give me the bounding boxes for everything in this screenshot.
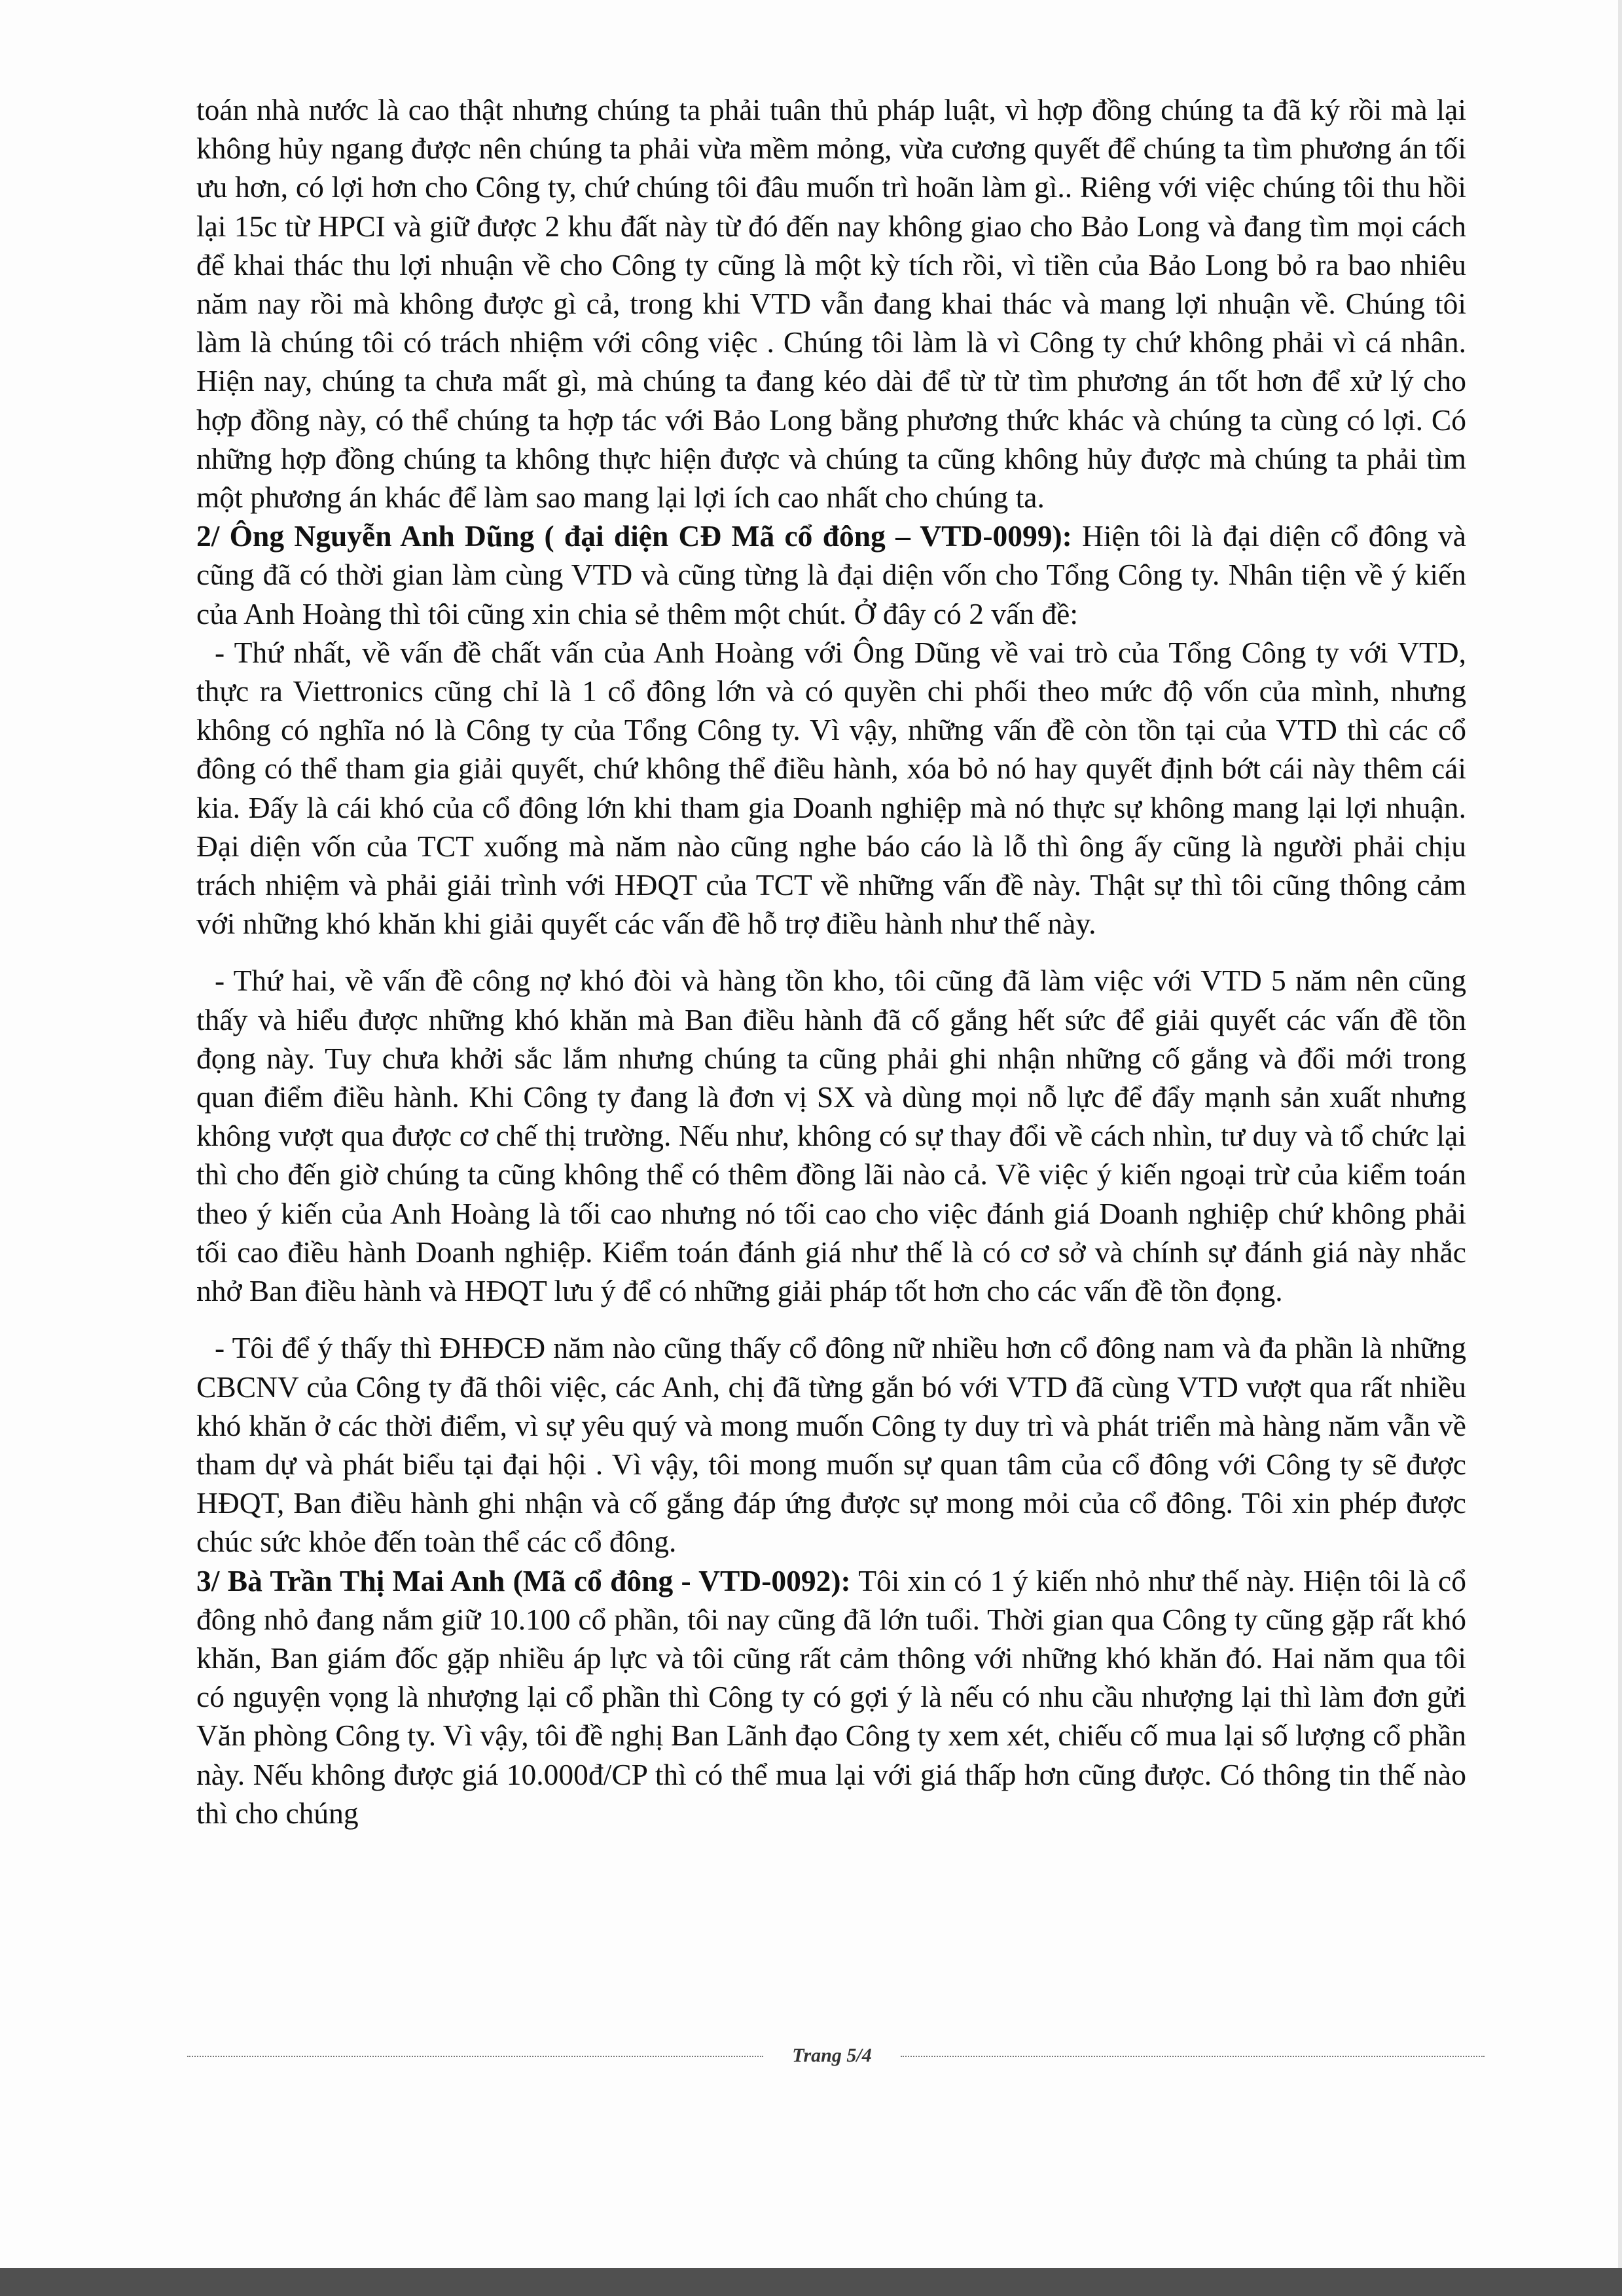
section-2	[196, 517, 1466, 633]
paragraph-continuation: toán nhà nước là cao thật nhưng chúng ta phải tuân thủ pháp luật, vì hợp đồng chúng ta đã ký rồi mà lại không hủy ngang được nên chúng ta phải vừa mềm mỏng, vừa cương quyết để chúng ta tìm phương án tối ưu hơn, có lợi hơn cho Công ty, chứ chúng tôi đâu muốn trì hoãn làm gì.. Riêng với việc chúng tôi thu hồi lại 15c từ HPCI và giữ được 2 khu đất này từ đó đến nay không giao cho Bảo Long và đang tìm mọi cách để khai thác thu lợi nhuận về cho Công ty cũng là một kỳ tích rồi, vì tiền của Bảo Long bỏ ra bao nhiêu năm nay rồi mà không được gì cả, trong khi VTD vẫn đang khai thác và mang lợi nhuận về. Chúng tôi làm là chúng tôi có trách nhiệm với công việc . Chúng tôi làm là vì Công ty chứ không phải vì cá nhân. Hiện nay, chúng ta chưa mất gì, mà chúng ta đang kéo dài để từ từ tìm phương án tốt hơn để xử lý cho hợp đồng này, có thể chúng ta hợp tác với Bảo Long bằng phương thức khác và chúng ta cùng có lợi. Có những hợp đồng chúng ta không thực hiện được và chúng ta cũng không hủy được mà chúng ta phải tìm một phương án khác để làm sao mang lại lợi ích cao nhất cho chúng ta.	[196, 93, 1466, 515]
document-body	[196, 90, 1466, 1832]
scan-border-bottom	[0, 2268, 1622, 2296]
section-3-heading: 3/ Bà Trần Thị Mai Anh (Mã cổ đông - VTD-0092):	[196, 1563, 851, 1597]
footer-divider-right	[901, 2056, 1485, 2057]
section-2-heading: 2/ Ông Nguyễn Anh Dũng ( đại diện CĐ Mã cổ đông – VTD-0099):	[196, 519, 1072, 553]
section-2-point-1: - Thứ nhất, về vấn đề chất vấn của Anh Hoàng với Ông Dũng về vai trò của Tổng Công ty với VTD, thực ra Viettronics cũng chỉ là 1 cổ đông lớn và có quyền chi phối theo mức độ vốn của mình, nhưng không có nghĩa nó là Công ty của Tổng Công ty. Vì vậy, những vấn đề còn tồn tại của VTD thì các cổ đông có thể tham gia giải quyết, chứ không thể điều hành, xóa bỏ nó hay quyết định bớt cái này thêm cái kia. Đấy là cái khó của cổ đông lớn khi tham gia Doanh nghiệp mà nó thực sự không mang lại lợi nhuận. Đại diện vốn của TCT xuống mà năm nào cũng nghe báo cáo là lỗ thì ông ấy cũng là người phải chịu trách nhiệm và phải giải trình với HĐQT của TCT về những vấn đề này. Thật sự thì tôi cũng thông cảm với những khó khăn khi giải quyết các vấn đề hỗ trợ điều hành như thế này.	[196, 635, 1466, 941]
section-2-point-3: - Tôi để ý thấy thì ĐHĐCĐ năm nào cũng thấy cổ đông nữ nhiều hơn cổ đông nam và đa phần là những CBCNV của Công ty đã thôi việc, các Anh, chị đã từng gắn bó với VTD đã cùng VTD vượt qua rất nhiều khó khăn ở các thời điểm, vì sự yêu quý và mong muốn Công ty duy trì và phát triển mà hàng năm vẫn về tham dự và phát biểu tại đại hội . Vì vậy, tôi mong muốn sự quan tâm của cổ đông với Công ty sẽ được HĐQT, Ban điều hành ghi nhận và cố gắng đáp ứng được sự mong mỏi của cổ đông. Tôi xin phép được chúc sức khỏe đến toàn thể các cổ đông.	[196, 1331, 1466, 1559]
page-number: Trang 5/4	[792, 2045, 872, 2066]
section-3	[196, 1561, 1466, 1832]
section-3-text: Tôi xin có 1 ý kiến nhỏ như thế này. Hiện tôi là cổ đông nhỏ đang nắm giữ 10.100 cổ phần, tôi nay cũng đã lớn tuổi. Thời gian qua Công ty cũng gặp rất khó khăn, Ban giám đốc gặp nhiều áp lực và tôi cũng rất cảm thông với những khó khăn đó. Hai năm qua tôi có nguyện vọng là nhượng lại cổ phần thì Công ty có gợi ý là nếu có nhu cầu nhượng lại thì làm đơn gửi Văn phòng Công ty. Vì vậy, tôi đề nghị Ban Lãnh đạo Công ty xem xét, chiếu cố mua lại số lượng cổ phần này. Nếu không được giá 10.000đ/CP thì có thể mua lại với giá thấp hơn cũng được. Có thông tin thế nào thì cho chúng	[196, 1563, 1467, 1830]
scan-edge	[1618, 0, 1622, 2268]
section-2-intro: Hiện tôi là đại diện cổ đông và cũng đã có thời gian làm cùng VTD và cũng từng là đại diện vốn cho Tổng Công ty. Nhân tiện về ý kiến của Anh Hoàng thì tôi cũng xin chia sẻ thêm một chút. Ở đây có 2 vấn đề:	[196, 519, 1466, 630]
footer-divider-left	[187, 2056, 763, 2057]
page-footer	[187, 2043, 1485, 2069]
section-2-point-2: - Thứ hai, về vấn đề công nợ khó đòi và hàng tồn kho, tôi cũng đã làm việc với VTD 5 năm nên cũng thấy và hiểu được những khó khăn mà Ban điều hành đã cố gắng hết sức để giải quyết các vấn đề tồn đọng này. Tuy chưa khởi sắc lắm nhưng chúng ta cũng phải ghi nhận những cố gắng và đổi mới trong quan điểm điều hành. Khi Công ty đang là đơn vị SX và dùng mọi nỗ lực để đẩy mạnh sản xuất nhưng không vượt qua được cơ chế thị trường. Nếu như, không có sự thay đổi về cách nhìn, tư duy và tổ chức lại thì cho đến giờ chúng ta cũng không thể có thêm đồng lãi nào cả. Về việc ý kiến ngoại trừ của kiểm toán theo ý kiến của Anh Hoàng là tối cao nhưng nó tối cao cho việc đánh giá Doanh nghiệp chứ không phải tối cao điều hành Doanh nghiệp. Kiểm toán đánh giá như thế là có cơ sở và chính sự đánh giá này nhắc nhở Ban điều hành và HĐQT lưu ý để có những giải pháp tốt hơn cho các vấn đề tồn đọng.	[196, 964, 1466, 1308]
